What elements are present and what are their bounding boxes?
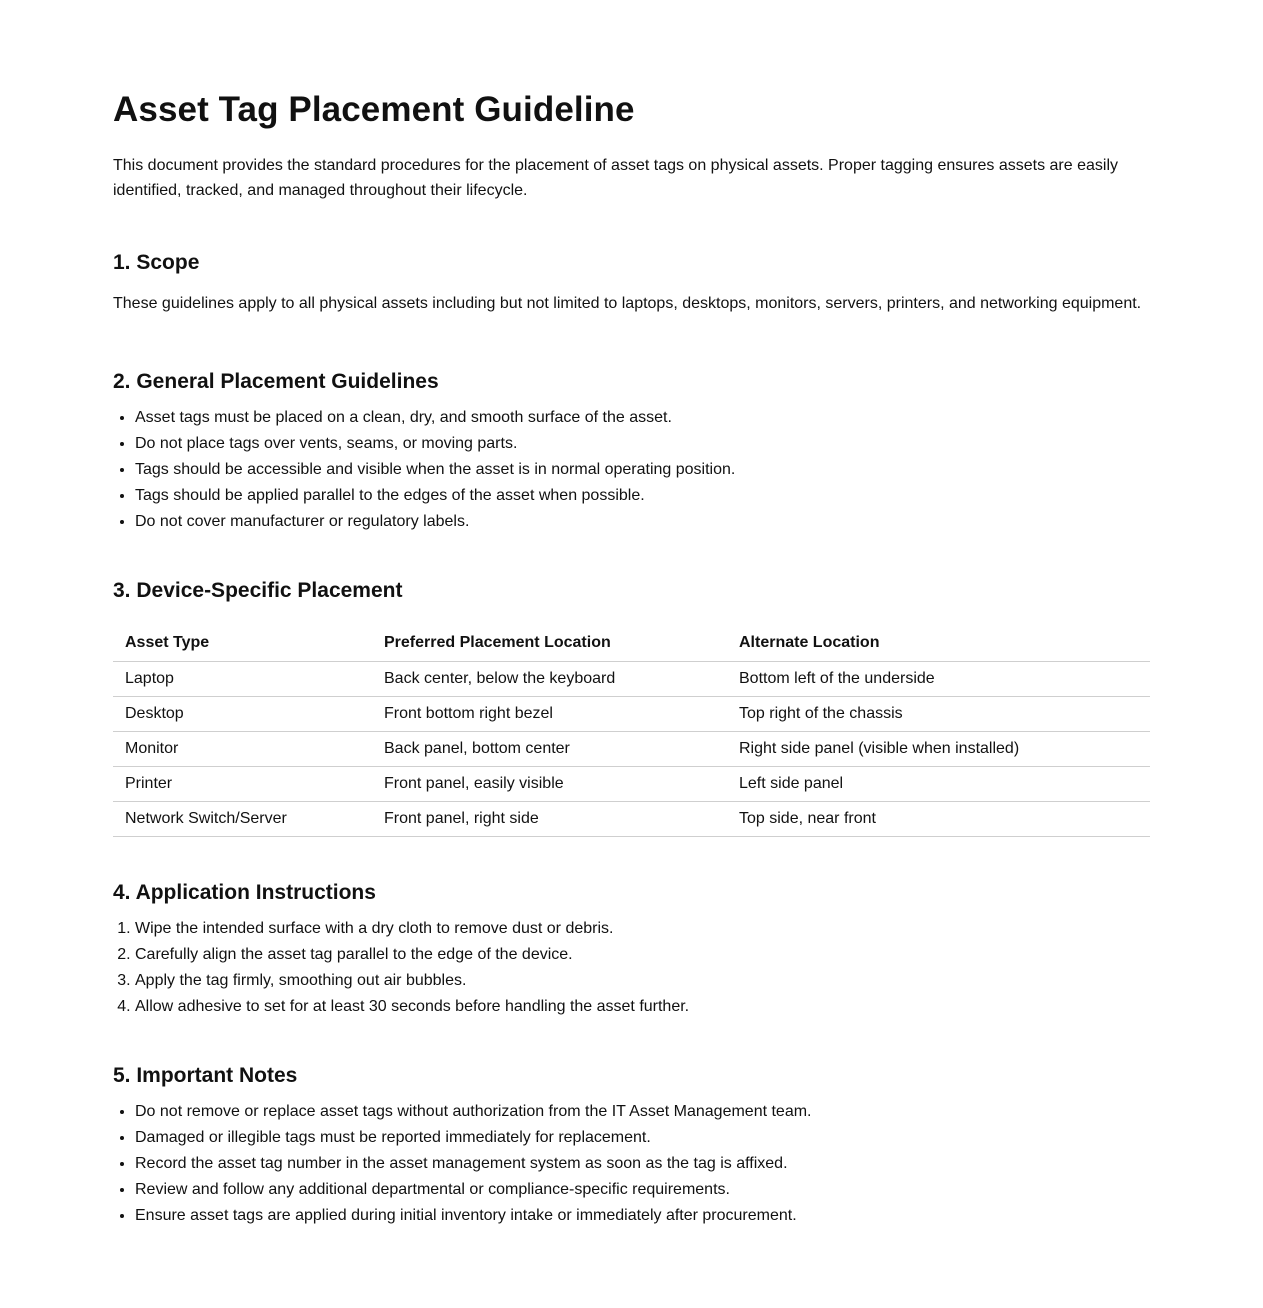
table-cell: Front panel, easily visible xyxy=(372,767,727,802)
table-row xyxy=(113,732,1150,767)
section-heading-device: 3. Device-Specific Placement xyxy=(113,579,403,602)
column-header-asset-type: Asset Type xyxy=(113,625,372,662)
list-item: • Asset tags must be placed on a clean, dry, and smooth surface of the asset. xyxy=(135,405,1150,431)
list-item: 2. Carefully align the asset tag parallel to the edge of the device. xyxy=(135,942,1150,968)
list-item: • Record the asset tag number in the asset management system as soon as the tag is affixed. xyxy=(135,1151,1150,1177)
general-guidelines-list xyxy=(113,405,1150,535)
list-item: • Damaged or illegible tags must be reported immediately for replacement. xyxy=(135,1125,1150,1151)
table-cell: Front panel, right side xyxy=(372,802,727,837)
scope-text: These guidelines apply to all physical assets including but not limited to laptops, desktops, monitors, servers, printers, and networking equipment. xyxy=(113,295,1142,312)
placement-table xyxy=(113,625,1150,837)
document-page xyxy=(113,0,1150,1229)
table-cell: Back center, below the keyboard xyxy=(372,662,727,697)
page-title: Asset Tag Placement Guideline xyxy=(113,90,635,129)
section-application-instructions xyxy=(113,879,1150,1020)
list-item: • Review and follow any additional departmental or compliance-specific requirements. xyxy=(135,1177,1150,1203)
list-item: 4. Allow adhesive to set for at least 30 seconds before handling the asset further. xyxy=(135,994,1150,1020)
section-heading-scope: 1. Scope xyxy=(113,251,200,274)
list-item: • Do not cover manufacturer or regulatory labels. xyxy=(135,509,1150,535)
table-cell: Monitor xyxy=(113,732,372,767)
table-cell: Left side panel xyxy=(727,767,1150,802)
column-header-preferred-location: Preferred Placement Location xyxy=(372,625,727,662)
table-row xyxy=(113,802,1150,837)
important-notes-list xyxy=(113,1099,1150,1229)
list-item: • Do not remove or replace asset tags without authorization from the IT Asset Management team. xyxy=(135,1099,1150,1125)
table-cell: Back panel, bottom center xyxy=(372,732,727,767)
list-item: • Tags should be accessible and visible when the asset is in normal operating position. xyxy=(135,457,1150,483)
column-header-alternate-location: Alternate Location xyxy=(727,625,1150,662)
list-item: • Tags should be applied parallel to the edges of the asset when possible. xyxy=(135,483,1150,509)
section-scope xyxy=(113,249,1150,316)
table-row xyxy=(113,697,1150,732)
intro-paragraph: This document provides the standard procedures for the placement of asset tags on physical assets. Proper tagging ensures assets are easily identified, tracked, and managed throughout their lifecycle. xyxy=(113,157,1118,199)
section-heading-general: 2. General Placement Guidelines xyxy=(113,370,439,393)
application-steps-list xyxy=(113,916,1150,1020)
section-important-notes xyxy=(113,1062,1150,1229)
table-cell: Right side panel (visible when installed) xyxy=(727,732,1150,767)
table-cell: Desktop xyxy=(113,697,372,732)
section-device-specific xyxy=(113,577,1150,837)
section-heading-notes: 5. Important Notes xyxy=(113,1064,298,1087)
table-cell: Network Switch/Server xyxy=(113,802,372,837)
list-item: 1. Wipe the intended surface with a dry cloth to remove dust or debris. xyxy=(135,916,1150,942)
table-cell: Laptop xyxy=(113,662,372,697)
table-cell: Top right of the chassis xyxy=(727,697,1150,732)
table-cell: Front bottom right bezel xyxy=(372,697,727,732)
list-item: • Ensure asset tags are applied during initial inventory intake or immediately after procurement. xyxy=(135,1203,1150,1229)
table-cell: Bottom left of the underside xyxy=(727,662,1150,697)
table-header-row xyxy=(113,625,1150,662)
section-heading-application: 4. Application Instructions xyxy=(113,881,376,904)
list-item: 3. Apply the tag firmly, smoothing out air bubbles. xyxy=(135,968,1150,994)
table-cell: Printer xyxy=(113,767,372,802)
list-item: • Do not place tags over vents, seams, or moving parts. xyxy=(135,431,1150,457)
table-row xyxy=(113,767,1150,802)
table-row xyxy=(113,662,1150,697)
section-general-guidelines xyxy=(113,368,1150,535)
table-cell: Top side, near front xyxy=(727,802,1150,837)
